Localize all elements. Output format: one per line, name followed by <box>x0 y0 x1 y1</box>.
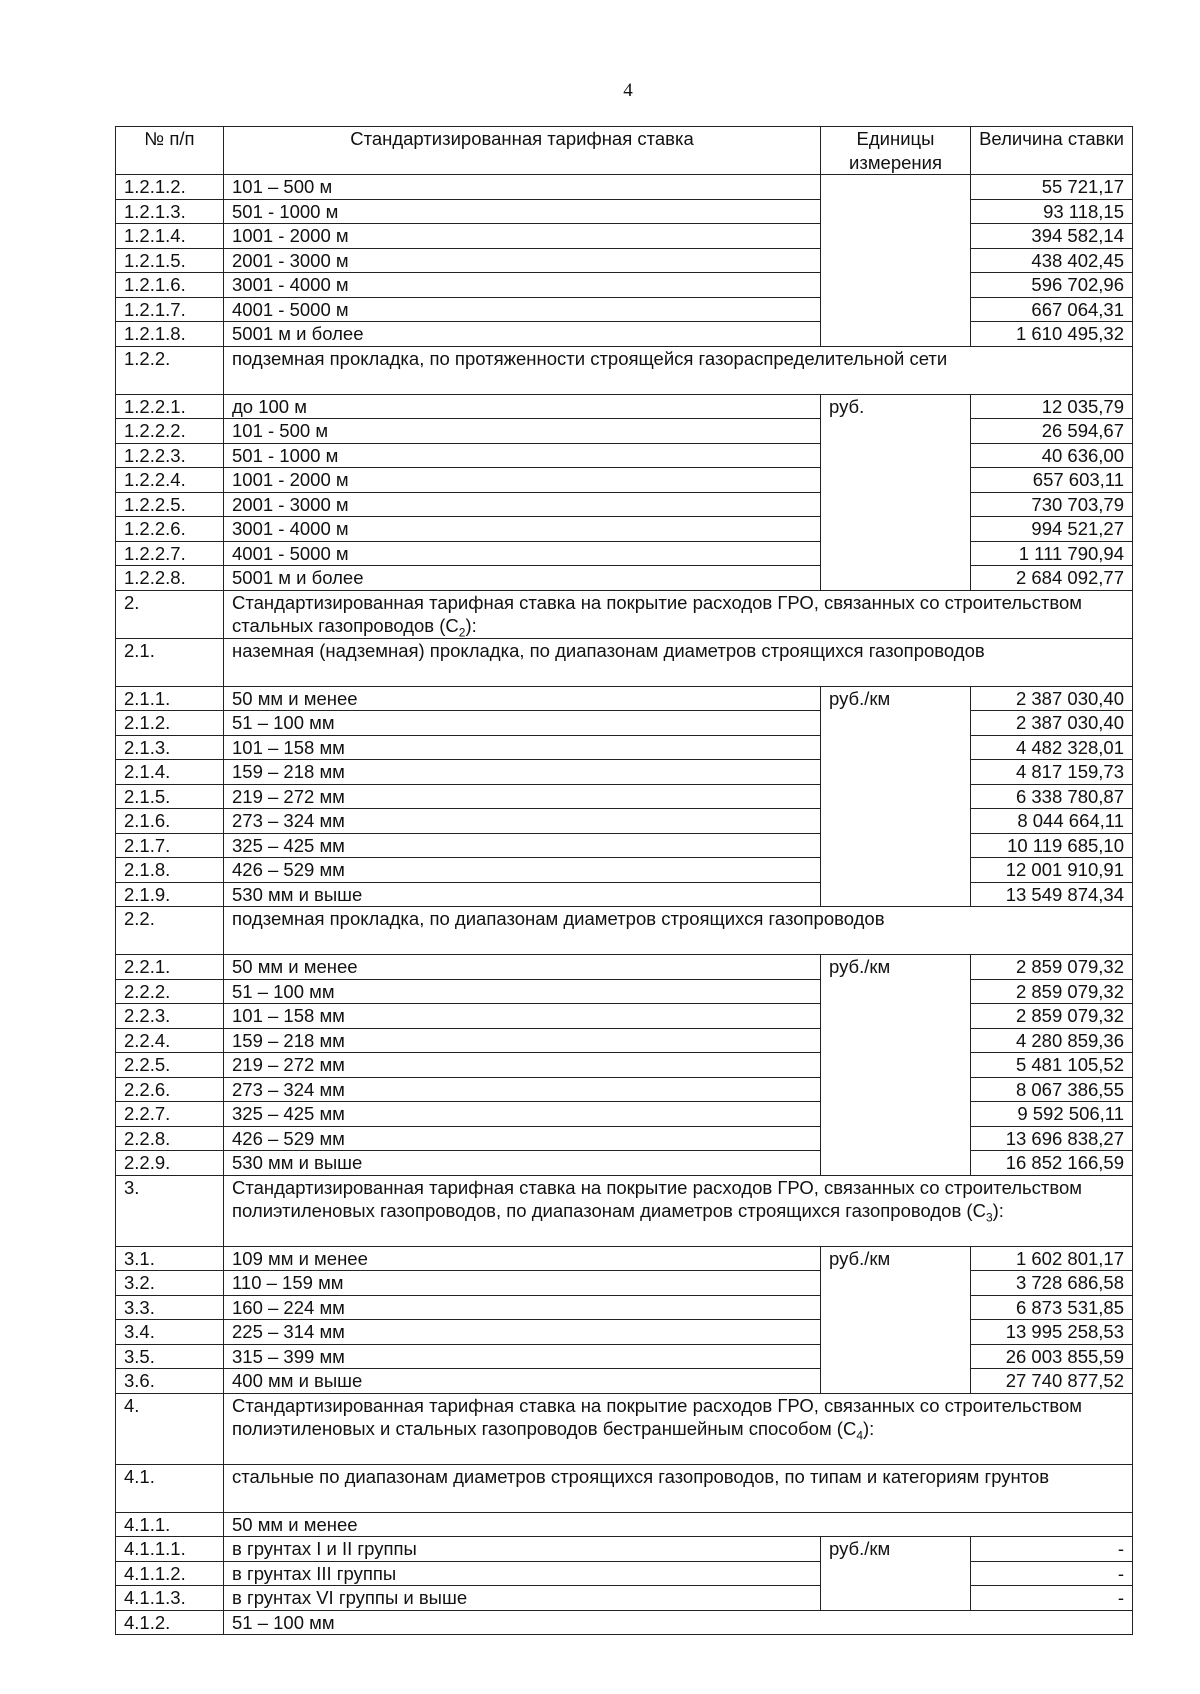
section-title-subscript: 4 <box>856 1428 864 1443</box>
table-row <box>116 199 1133 224</box>
section-title <box>224 1464 1133 1512</box>
row-value: 596 702,96 <box>971 273 1133 298</box>
section-row <box>116 346 1133 394</box>
section-title-text: Стандартизированная тарифная ставка на покрытие расходов ГРО, связанных со строительством полиэтиленовых газопроводов, по диапазонам диаметров строящихся газопроводов (C <box>232 1176 1083 1221</box>
table-row <box>116 1344 1133 1369</box>
section-number: 3. <box>116 1175 224 1246</box>
row-name: 400 мм и выше <box>224 1369 821 1394</box>
row-name: в грунтах VI группы и выше <box>224 1586 821 1611</box>
row-name: 325 – 425 мм <box>224 833 821 858</box>
row-value: 2 859 079,32 <box>971 1004 1133 1029</box>
row-name: 1001 - 2000 м <box>224 224 821 249</box>
table-row <box>116 322 1133 347</box>
table-row <box>116 566 1133 591</box>
row-name: 101 – 500 м <box>224 175 821 200</box>
unit-cell: руб./км <box>821 1246 971 1393</box>
row-value: 2 387 030,40 <box>971 686 1133 711</box>
row-value: 4 817 159,73 <box>971 760 1133 785</box>
row-name: 159 – 218 мм <box>224 1028 821 1053</box>
table-row <box>116 955 1133 980</box>
row-number: 2.2.6. <box>116 1077 224 1102</box>
header-num: № п/п <box>116 127 224 175</box>
row-number: 3.6. <box>116 1369 224 1394</box>
row-name: 3001 - 4000 м <box>224 517 821 542</box>
row-number: 1.2.2.3. <box>116 443 224 468</box>
row-number: 3.4. <box>116 1320 224 1345</box>
row-name: 51 – 100 мм <box>224 979 821 1004</box>
row-number: 4.1.1.1. <box>116 1537 224 1562</box>
row-value: 2 684 092,77 <box>971 566 1133 591</box>
table-row <box>116 858 1133 883</box>
section-row <box>116 1610 1133 1635</box>
row-number: 1.2.1.3. <box>116 199 224 224</box>
row-number: 2.1.9. <box>116 882 224 907</box>
section-title-text: 51 – 100 мм <box>232 1611 335 1633</box>
table-header-row <box>116 127 1133 175</box>
table-row <box>116 248 1133 273</box>
row-value: 5 481 105,52 <box>971 1053 1133 1078</box>
section-title-text: 50 мм и менее <box>232 1513 358 1535</box>
section-number: 2. <box>116 590 224 638</box>
row-name: 501 - 1000 м <box>224 199 821 224</box>
section-number: 2.2. <box>116 907 224 955</box>
row-value: 27 740 877,52 <box>971 1369 1133 1394</box>
row-number: 2.2.4. <box>116 1028 224 1053</box>
row-value: 40 636,00 <box>971 443 1133 468</box>
row-number: 2.1.2. <box>116 711 224 736</box>
section-number: 1.2.2. <box>116 346 224 394</box>
row-value: 12 001 910,91 <box>971 858 1133 883</box>
row-name: 219 – 272 мм <box>224 1053 821 1078</box>
row-name: 325 – 425 мм <box>224 1102 821 1127</box>
row-name: 273 – 324 мм <box>224 809 821 834</box>
section-row <box>116 590 1133 638</box>
row-number: 4.1.1.3. <box>116 1586 224 1611</box>
row-number: 1.2.1.5. <box>116 248 224 273</box>
row-name: 501 - 1000 м <box>224 443 821 468</box>
section-row <box>116 907 1133 955</box>
section-title-text: Стандартизированная тарифная ставка на покрытие расходов ГРО, связанных со строительством стальных газопроводов (C <box>232 591 1083 636</box>
row-value: 3 728 686,58 <box>971 1271 1133 1296</box>
table-row <box>116 711 1133 736</box>
section-title-text: подземная прокладка, по протяженности строящейся газораспределительной сети <box>232 347 948 369</box>
section-number: 2.1. <box>116 638 224 686</box>
row-number: 2.1.3. <box>116 735 224 760</box>
section-title-subscript: 2 <box>458 625 466 638</box>
table-row <box>116 1126 1133 1151</box>
row-name: до 100 м <box>224 394 821 419</box>
row-number: 4.1.1.2. <box>116 1561 224 1586</box>
row-number: 1.2.1.4. <box>116 224 224 249</box>
row-value: - <box>971 1561 1133 1586</box>
table-row <box>116 882 1133 907</box>
row-number: 2.1.5. <box>116 784 224 809</box>
row-number: 3.2. <box>116 1271 224 1296</box>
table-body <box>116 175 1133 1635</box>
unit-cell: руб./км <box>821 686 971 907</box>
row-value: 10 119 685,10 <box>971 833 1133 858</box>
row-number: 2.2.7. <box>116 1102 224 1127</box>
section-number: 4.1. <box>116 1464 224 1512</box>
table-row <box>116 1151 1133 1176</box>
row-number: 1.2.1.7. <box>116 297 224 322</box>
section-title <box>224 590 1133 638</box>
table-row <box>116 468 1133 493</box>
table-row <box>116 784 1133 809</box>
row-number: 2.1.8. <box>116 858 224 883</box>
row-value: - <box>971 1537 1133 1562</box>
row-number: 2.2.2. <box>116 979 224 1004</box>
row-value: 4 482 328,01 <box>971 735 1133 760</box>
row-value: 438 402,45 <box>971 248 1133 273</box>
row-name: 110 – 159 мм <box>224 1271 821 1296</box>
table-row <box>116 1295 1133 1320</box>
unit-cell: руб. <box>821 394 971 590</box>
table-row <box>116 1004 1133 1029</box>
table-row <box>116 1271 1133 1296</box>
row-value: 9 592 506,11 <box>971 1102 1133 1127</box>
row-value: 26 003 855,59 <box>971 1344 1133 1369</box>
section-row <box>116 1512 1133 1537</box>
row-number: 1.2.2.5. <box>116 492 224 517</box>
row-value: 55 721,17 <box>971 175 1133 200</box>
unit-cell <box>821 175 971 347</box>
row-name: 50 мм и менее <box>224 955 821 980</box>
table-row <box>116 979 1133 1004</box>
table-row <box>116 492 1133 517</box>
table-row <box>116 1028 1133 1053</box>
row-value: 8 067 386,55 <box>971 1077 1133 1102</box>
row-number: 1.2.2.7. <box>116 541 224 566</box>
row-number: 3.3. <box>116 1295 224 1320</box>
row-number: 2.2.9. <box>116 1151 224 1176</box>
table-row <box>116 1102 1133 1127</box>
table-row <box>116 809 1133 834</box>
row-value: 13 549 874,34 <box>971 882 1133 907</box>
table-row <box>116 735 1133 760</box>
table-row <box>116 1586 1133 1611</box>
table-row <box>116 419 1133 444</box>
row-name: в грунтах I и II группы <box>224 1537 821 1562</box>
row-value: 16 852 166,59 <box>971 1151 1133 1176</box>
section-title-text: подземная прокладка, по диапазонам диаметров строящихся газопроводов <box>232 908 885 929</box>
row-number: 1.2.1.8. <box>116 322 224 347</box>
row-name: 101 – 158 мм <box>224 1004 821 1029</box>
row-value: 8 044 664,11 <box>971 809 1133 834</box>
row-value: 2 387 030,40 <box>971 711 1133 736</box>
section-title <box>224 1512 1133 1537</box>
row-value: 13 696 838,27 <box>971 1126 1133 1151</box>
row-name: 51 – 100 мм <box>224 711 821 736</box>
section-title-subscript: 3 <box>985 1210 993 1225</box>
row-name: 159 – 218 мм <box>224 760 821 785</box>
unit-cell: руб./км <box>821 955 971 1176</box>
section-title <box>224 638 1133 686</box>
row-value: 26 594,67 <box>971 419 1133 444</box>
row-name: 225 – 314 мм <box>224 1320 821 1345</box>
section-title <box>224 346 1133 394</box>
section-title-text: наземная (надземная) прокладка, по диапазонам диаметров строящихся газопроводов <box>232 639 985 661</box>
section-row <box>116 1175 1133 1246</box>
row-value: 730 703,79 <box>971 492 1133 517</box>
table-row <box>116 1320 1133 1345</box>
table-row <box>116 443 1133 468</box>
row-number: 2.1.1. <box>116 686 224 711</box>
row-number: 1.2.2.4. <box>116 468 224 493</box>
row-name: 5001 м и более <box>224 322 821 347</box>
header-rate: Стандартизированная тарифная ставка <box>224 127 821 175</box>
section-row <box>116 1464 1133 1512</box>
table-row <box>116 224 1133 249</box>
row-value: 394 582,14 <box>971 224 1133 249</box>
row-number: 1.2.2.2. <box>116 419 224 444</box>
section-title-tail: ): <box>992 1200 1004 1221</box>
row-name: 3001 - 4000 м <box>224 273 821 298</box>
section-number: 4.1.2. <box>116 1610 224 1635</box>
unit-cell: руб./км <box>821 1537 971 1611</box>
row-name: 101 – 158 мм <box>224 735 821 760</box>
section-title-tail: ): <box>863 1418 875 1439</box>
table-row <box>116 1077 1133 1102</box>
section-title <box>224 1393 1133 1464</box>
row-value: 93 118,15 <box>971 199 1133 224</box>
row-value: 4 280 859,36 <box>971 1028 1133 1053</box>
row-name: 1001 - 2000 м <box>224 468 821 493</box>
row-number: 1.2.2.8. <box>116 566 224 591</box>
header-value: Величина ставки <box>971 127 1133 175</box>
row-name: 426 – 529 мм <box>224 858 821 883</box>
row-name: 315 – 399 мм <box>224 1344 821 1369</box>
section-title <box>224 907 1133 955</box>
tariff-rates-table <box>115 126 1133 1635</box>
section-title-tail: ): <box>465 615 477 636</box>
table-row <box>116 760 1133 785</box>
row-name: 4001 - 5000 м <box>224 297 821 322</box>
row-number: 1.2.2.1. <box>116 394 224 419</box>
table-row <box>116 394 1133 419</box>
row-name: 109 мм и менее <box>224 1246 821 1271</box>
row-value: 12 035,79 <box>971 394 1133 419</box>
section-number: 4.1.1. <box>116 1512 224 1537</box>
row-name: 2001 - 3000 м <box>224 248 821 273</box>
row-number: 1.2.1.2. <box>116 175 224 200</box>
row-number: 2.1.4. <box>116 760 224 785</box>
table-row <box>116 175 1133 200</box>
row-value: 6 338 780,87 <box>971 784 1133 809</box>
section-title-text: Стандартизированная тарифная ставка на покрытие расходов ГРО, связанных со строительством полиэтиленовых и стальных газопроводов бестраншейным способом (C <box>232 1394 1083 1439</box>
row-number: 2.2.5. <box>116 1053 224 1078</box>
row-value: 667 064,31 <box>971 297 1133 322</box>
row-name: 2001 - 3000 м <box>224 492 821 517</box>
row-number: 2.2.3. <box>116 1004 224 1029</box>
row-value: 1 111 790,94 <box>971 541 1133 566</box>
table-row <box>116 1561 1133 1586</box>
row-name: 426 – 529 мм <box>224 1126 821 1151</box>
header-unit: Единицы измерения <box>821 127 971 175</box>
row-number: 3.5. <box>116 1344 224 1369</box>
table-row <box>116 541 1133 566</box>
row-value: 6 873 531,85 <box>971 1295 1133 1320</box>
table-row <box>116 833 1133 858</box>
table-row <box>116 297 1133 322</box>
row-name: в грунтах III группы <box>224 1561 821 1586</box>
row-name: 219 – 272 мм <box>224 784 821 809</box>
table-row <box>116 1053 1133 1078</box>
section-title <box>224 1610 1133 1635</box>
table-row <box>116 1246 1133 1271</box>
row-value: 2 859 079,32 <box>971 955 1133 980</box>
row-number: 2.1.7. <box>116 833 224 858</box>
table-row <box>116 686 1133 711</box>
row-name: 160 – 224 мм <box>224 1295 821 1320</box>
section-title <box>224 1175 1133 1246</box>
row-number: 1.2.2.6. <box>116 517 224 542</box>
row-name: 4001 - 5000 м <box>224 541 821 566</box>
table-row <box>116 1537 1133 1562</box>
table-row <box>116 1369 1133 1394</box>
section-number: 4. <box>116 1393 224 1464</box>
section-row <box>116 1393 1133 1464</box>
row-name: 530 мм и выше <box>224 1151 821 1176</box>
row-name: 5001 м и более <box>224 566 821 591</box>
row-value: 2 859 079,32 <box>971 979 1133 1004</box>
row-value: - <box>971 1586 1133 1611</box>
row-number: 2.1.6. <box>116 809 224 834</box>
page-number: 4 <box>623 80 633 101</box>
row-name: 50 мм и менее <box>224 686 821 711</box>
row-value: 13 995 258,53 <box>971 1320 1133 1345</box>
row-name: 101 - 500 м <box>224 419 821 444</box>
row-number: 2.2.8. <box>116 1126 224 1151</box>
row-name: 530 мм и выше <box>224 882 821 907</box>
table-row <box>116 517 1133 542</box>
section-row <box>116 638 1133 686</box>
row-name: 273 – 324 мм <box>224 1077 821 1102</box>
table-row <box>116 273 1133 298</box>
row-number: 2.2.1. <box>116 955 224 980</box>
row-value: 994 521,27 <box>971 517 1133 542</box>
section-title-text: стальные по диапазонам диаметров строящихся газопроводов, по типам и категориям грунтов <box>232 1465 1050 1487</box>
row-number: 3.1. <box>116 1246 224 1271</box>
row-value: 1 610 495,32 <box>971 322 1133 347</box>
row-value: 657 603,11 <box>971 468 1133 493</box>
row-number: 1.2.1.6. <box>116 273 224 298</box>
row-value: 1 602 801,17 <box>971 1246 1133 1271</box>
